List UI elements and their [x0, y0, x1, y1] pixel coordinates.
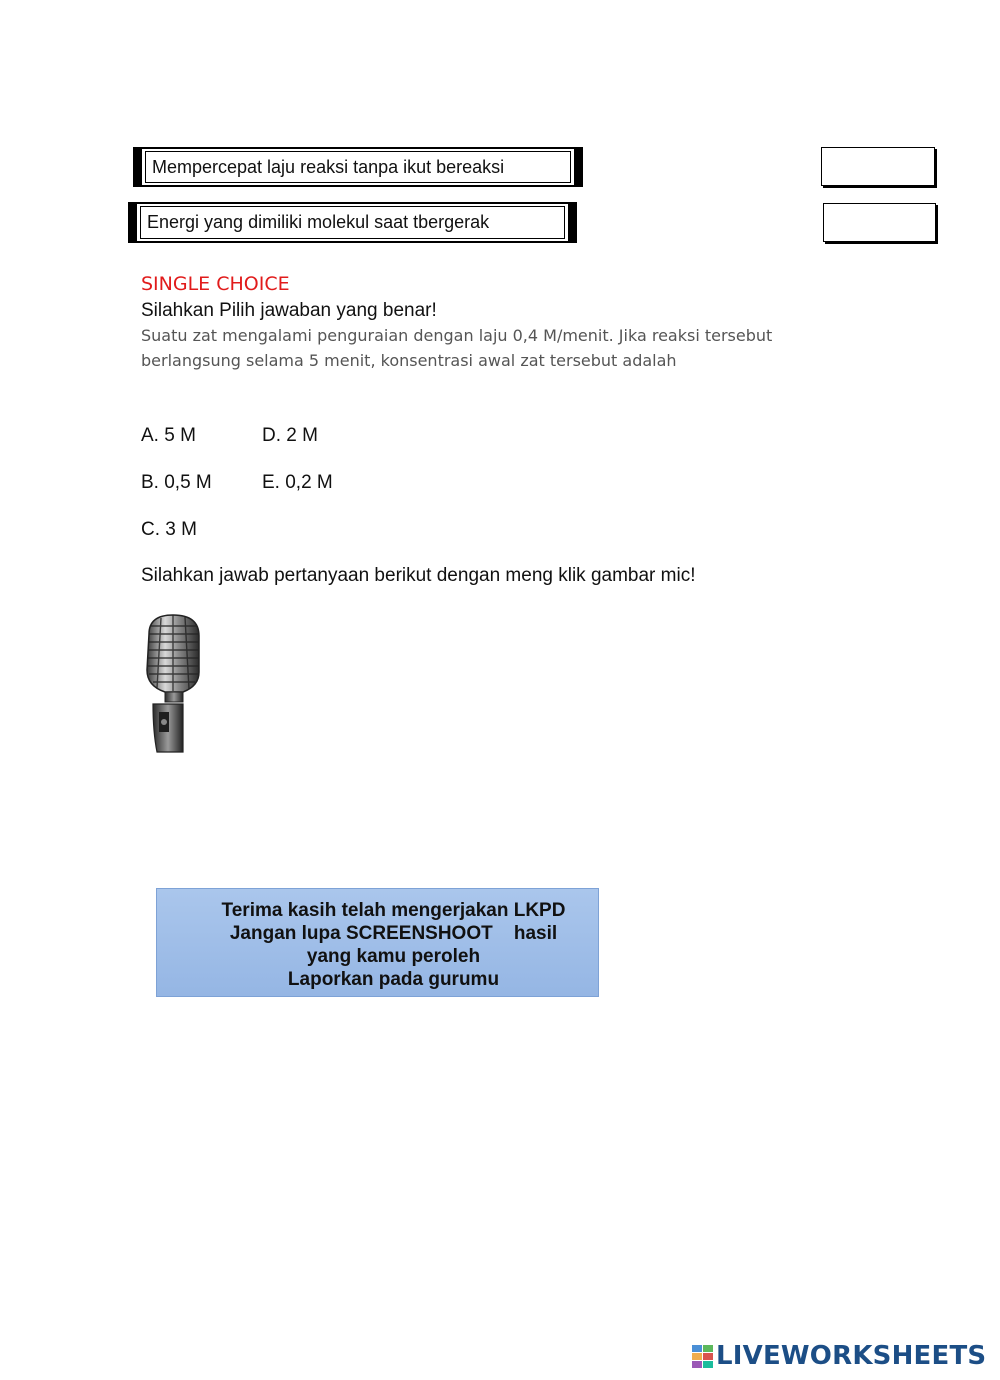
section-heading: SINGLE CHOICE: [141, 273, 290, 295]
match-answer-box-1[interactable]: [821, 147, 935, 186]
thanks-line-4: Laporkan pada gurumu: [287, 969, 500, 990]
thanks-line-2: Jangan lupa SCREENSHOOT hasil: [229, 923, 558, 944]
option-b[interactable]: B. 0,5 M: [141, 472, 212, 493]
match-item-2[interactable]: [128, 202, 577, 243]
match-item-1-label: Mempercepat laju reaksi tanpa ikut bereaksi: [145, 151, 571, 183]
option-a[interactable]: A. 5 M: [141, 425, 196, 446]
liveworksheets-logo: [692, 1340, 986, 1372]
option-e[interactable]: E. 0,2 M: [262, 472, 333, 493]
logo-blocks-icon: [692, 1344, 714, 1368]
thank-you-box: [156, 888, 599, 997]
mic-prompt: Silahkan jawab pertanyaan berikut dengan meng klik gambar mic!: [141, 565, 696, 586]
match-item-1[interactable]: [133, 147, 583, 187]
microphone-icon[interactable]: [139, 612, 205, 754]
option-c[interactable]: C. 3 M: [141, 519, 197, 540]
match-item-2-label: Energi yang dimiliki molekul saat tbergerak: [140, 206, 565, 239]
thanks-line-1: Terima kasih telah mengerjakan LKPD: [221, 900, 566, 921]
instruction-text: Silahkan Pilih jawaban yang benar!: [141, 300, 437, 321]
option-d[interactable]: D. 2 M: [262, 425, 318, 446]
brand-name: LIVEWORKSHEETS: [716, 1341, 987, 1371]
thanks-line-3: yang kamu peroleh: [306, 946, 481, 967]
match-answer-box-2[interactable]: [823, 203, 936, 242]
question-text: Suatu zat mengalami penguraian dengan laju 0,4 M/menit. Jika reaksi tersebut berlangsung selama 5 menit, konsentrasi awal zat tersebut adalah: [141, 326, 773, 370]
